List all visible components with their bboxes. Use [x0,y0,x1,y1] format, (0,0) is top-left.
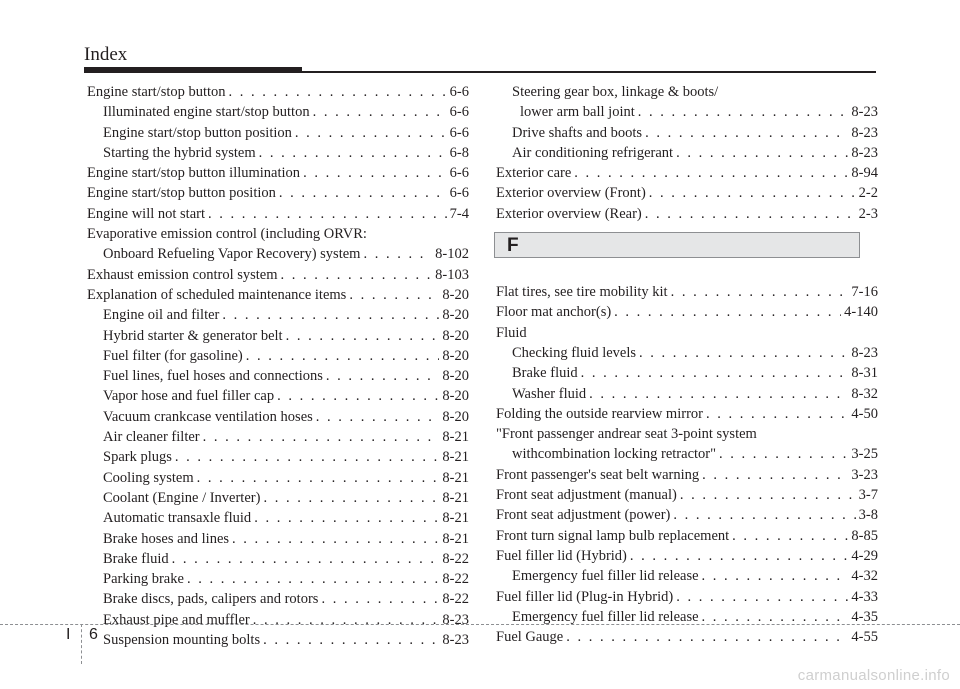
dot-leader [639,343,848,363]
index-entry [496,505,878,525]
index-entry-page: 8-94 [851,165,878,182]
index-entry [496,587,878,607]
dot-leader [676,587,848,607]
index-entry [87,244,469,264]
dot-leader [719,444,848,464]
index-entry [87,447,469,467]
dot-leader [645,123,848,143]
index-entry-label: Fuel filler lid (Plug-in Hybrid) [496,588,674,605]
index-entry [496,102,878,122]
index-entry-label: Evaporative emission control (including ORVR: [87,226,367,243]
index-entry-page: 4-33 [851,588,878,605]
index-entry [496,323,878,343]
index-entry-label: withcombination locking retractor" [512,446,717,463]
index-entry-page: 3-7 [858,487,878,504]
index-entry [87,123,469,143]
section-header-f: F [494,232,860,258]
index-entry [87,468,469,488]
dot-leader [246,346,440,366]
dot-leader [254,508,439,528]
index-entry [496,485,878,505]
dot-leader [645,204,856,224]
index-entry-label: lower arm ball joint [520,104,635,121]
index-entry-page: 8-21 [442,469,469,486]
index-entry-page: 4-32 [851,568,878,585]
dot-leader [286,326,440,346]
index-entry-page: 8-32 [851,385,878,402]
index-entry-label: Exterior care [496,165,572,182]
index-entry-page: 8-23 [442,632,469,649]
index-entry [87,285,469,305]
dot-leader [702,465,848,485]
index-entry-page: 6-6 [449,104,469,121]
index-entry [496,465,878,485]
index-entry [496,363,878,383]
index-entry-label: Brake discs, pads, calipers and rotors [103,591,319,608]
dot-leader [316,407,440,427]
index-entry [87,305,469,325]
index-entry [496,424,878,444]
index-entry-label: Fluid [496,324,527,341]
index-entry [496,444,878,464]
index-entry-label: Fuel filter (for gasoline) [103,347,243,364]
index-entry [496,404,878,424]
dot-leader [321,589,439,609]
index-entry [87,163,469,183]
index-entry-label: Vapor hose and fuel filler cap [103,388,275,405]
dot-leader [232,529,439,549]
index-entry-label: Parking brake [103,571,184,588]
index-entry [87,508,469,528]
index-entry-label: Cooling system [103,469,194,486]
index-entry-page: 8-22 [442,571,469,588]
index-entry [87,427,469,447]
footer-dashed-rule [0,624,960,625]
index-entry [87,326,469,346]
dot-leader [702,566,849,586]
index-entry-page: 8-23 [851,144,878,161]
index-entry-page: 8-102 [435,246,469,263]
index-entry-label: Hybrid starter & generator belt [103,327,283,344]
index-entry-page: 2-2 [858,185,878,202]
dot-leader [263,630,439,650]
index-entry [496,204,878,224]
index-entry-page: 8-20 [442,388,469,405]
index-entry [496,282,878,302]
index-entry-page: 4-50 [851,405,878,422]
dot-leader [566,627,848,647]
index-entry-label: Exterior overview (Rear) [496,205,642,222]
index-entry [496,566,878,586]
index-entry-page: 8-20 [442,307,469,324]
index-entry-page: 6-8 [449,144,469,161]
index-entry [87,204,469,224]
index-entry [496,123,878,143]
index-entry-label: Flat tires, see tire mobility kit [496,284,668,301]
index-entry-label: Spark plugs [103,449,172,466]
dot-leader [673,505,855,525]
index-entry [87,488,469,508]
dot-leader [581,363,849,383]
index-entry [87,610,469,630]
index-entry-label: Engine start/stop button position [87,185,276,202]
page-header-title: Index [84,44,128,65]
dot-leader [680,485,856,505]
index-list-f [496,282,878,647]
footer-dashed-divider [81,624,82,664]
index-entry-label: Engine start/stop button illumination [87,165,301,182]
index-entry-label: Brake fluid [512,365,578,382]
index-entry [496,546,878,566]
index-entry-page: 8-23 [851,104,878,121]
index-entry-label: Drive shafts and boots [512,124,643,141]
dot-leader [263,488,439,508]
index-entry [87,589,469,609]
index-entry [87,102,469,122]
dot-leader [197,468,440,488]
index-entry-page: 3-23 [851,466,878,483]
index-entry [87,265,469,285]
dot-leader [589,384,848,404]
index-entry-label: Starting the hybrid system [103,144,256,161]
index-entry-page: 3-8 [858,507,878,524]
index-entry-label: Engine start/stop button [87,84,226,100]
dot-leader [363,244,432,264]
index-entry-label: Air conditioning refrigerant [512,144,674,161]
dot-leader [706,404,848,424]
index-entry [87,549,469,569]
index-list-e-continued [496,82,878,224]
index-entry-label: Emergency fuel filler lid release [512,608,699,625]
index-entry-page: 6-6 [449,124,469,141]
index-entry [87,183,469,203]
index-entry-label: Air cleaner filter [103,429,200,446]
index-entry [87,82,469,102]
dot-leader [253,610,440,630]
index-entry-page: 8-23 [851,124,878,141]
index-entry-page: 8-21 [442,510,469,527]
index-entry [87,386,469,406]
index-entry [87,569,469,589]
index-entry-label: Automatic transaxle fluid [103,510,252,527]
index-entry-label: Front turn signal lamp bulb replacement [496,527,730,544]
index-entry-page: 8-21 [442,489,469,506]
index-entry-page: 8-21 [442,530,469,547]
dot-leader [303,163,447,183]
index-entry [496,526,878,546]
index-entry-label: Washer fluid [512,385,587,402]
index-entry-page: 8-20 [442,368,469,385]
index-entry-label: Fuel Gauge [496,629,564,646]
dot-leader [229,82,447,102]
index-entry-page: 8-20 [442,347,469,364]
dot-leader [638,102,849,122]
footer-page-number: 6 [89,626,98,643]
dot-leader [279,183,447,203]
index-entry [496,343,878,363]
index-entry-label: Folding the outside rearview mirror [496,405,703,422]
index-entry-page: 4-55 [851,629,878,646]
index-entry-label: Checking fluid levels [512,344,637,361]
index-entry-label: Front seat adjustment (power) [496,507,671,524]
index-entry-label: Brake hoses and lines [103,530,230,547]
index-column-left [87,82,469,650]
index-entry-page: 8-23 [851,344,878,361]
index-entry-page: 4-35 [851,608,878,625]
index-entry-page: 6-6 [449,185,469,202]
index-entry-page: 2-3 [858,205,878,222]
index-entry [496,384,878,404]
index-entry-label: Floor mat anchor(s) [496,304,612,321]
index-entry-page: 7-16 [851,284,878,301]
dot-leader [313,102,447,122]
index-entry [87,346,469,366]
index-entry [87,630,469,650]
index-entry-label: Onboard Refueling Vapor Recovery) system [103,246,361,263]
index-entry [87,224,469,244]
index-entry-page: 8-20 [442,286,469,303]
dot-leader [187,569,439,589]
dot-leader [732,526,848,546]
dot-leader [671,282,849,302]
index-entry-label: Exterior overview (Front) [496,185,646,202]
index-entry-page: 4-140 [844,304,878,321]
dot-leader [222,305,439,325]
index-entry-page: 8-85 [851,527,878,544]
index-entry-label: "Front passenger andrear seat 3-point system [496,426,757,443]
index-entry-label: Engine start/stop button position [103,124,292,141]
index-entry-label: Emergency fuel filler lid release [512,568,699,585]
index-entry-page: 8-22 [442,591,469,608]
dot-leader [172,549,440,569]
dot-leader [326,366,440,386]
index-entry-label: Coolant (Engine / Inverter) [103,489,261,506]
index-entry [496,163,878,183]
index-entry-page: 8-21 [442,449,469,466]
dot-leader [281,265,433,285]
index-entry-label: Illuminated engine start/stop button [103,104,310,121]
index-entry-page: 6-6 [449,165,469,182]
index-entry [87,529,469,549]
index-entry-label: Exhaust emission control system [87,266,278,283]
index-column-right [496,82,878,647]
dot-leader [208,204,447,224]
index-entry [496,143,878,163]
dot-leader [175,447,440,467]
index-entry [496,627,878,647]
dot-leader [259,143,447,163]
index-entry [87,407,469,427]
dot-leader [614,302,841,322]
dot-leader [203,427,440,447]
index-entry-label: Front seat adjustment (manual) [496,487,677,504]
index-entry-label: Vacuum crankcase ventilation hoses [103,408,313,425]
watermark: carmanualsonline.info [797,667,950,684]
index-entry-page: 8-20 [442,327,469,344]
index-entry [87,366,469,386]
header-rule-accent [84,67,302,73]
index-entry [496,302,878,322]
footer-section-label: I [66,626,71,643]
index-entry-label: Fuel lines, fuel hoses and connections [103,368,323,385]
index-entry-label: Steering gear box, linkage & boots/ [512,84,719,100]
index-entry-label: Brake fluid [103,550,169,567]
index-entry-label: Exhaust pipe and muffler [103,611,250,628]
index-entry-page: 8-103 [435,266,469,283]
index-entry-page: 8-23 [442,611,469,628]
index-entry-page: 6-6 [449,84,469,100]
dot-leader [630,546,849,566]
index-entry-label: Engine oil and filter [103,307,220,324]
index-entry-page: 7-4 [449,205,469,222]
dot-leader [277,386,439,406]
index-entry-label: Explanation of scheduled maintenance items [87,286,347,303]
index-entry [87,143,469,163]
dot-leader [649,183,856,203]
dot-leader [574,163,848,183]
index-entry-label: Suspension mounting bolts [103,632,261,649]
index-entry-page: 8-21 [442,429,469,446]
index-entry-label: Front passenger's seat belt warning [496,466,700,483]
dot-leader [676,143,848,163]
dot-leader [295,123,447,143]
index-entry-label: Fuel filler lid (Hybrid) [496,547,627,564]
index-entry-page: 8-22 [442,550,469,567]
index-entry-label: Engine will not start [87,205,205,222]
index-entry-page: 8-20 [442,408,469,425]
dot-leader [349,285,439,305]
index-entry-page: 8-31 [851,365,878,382]
index-entry [496,82,878,102]
index-entry-page: 4-29 [851,547,878,564]
index-entry-page: 3-25 [851,446,878,463]
index-entry [496,183,878,203]
